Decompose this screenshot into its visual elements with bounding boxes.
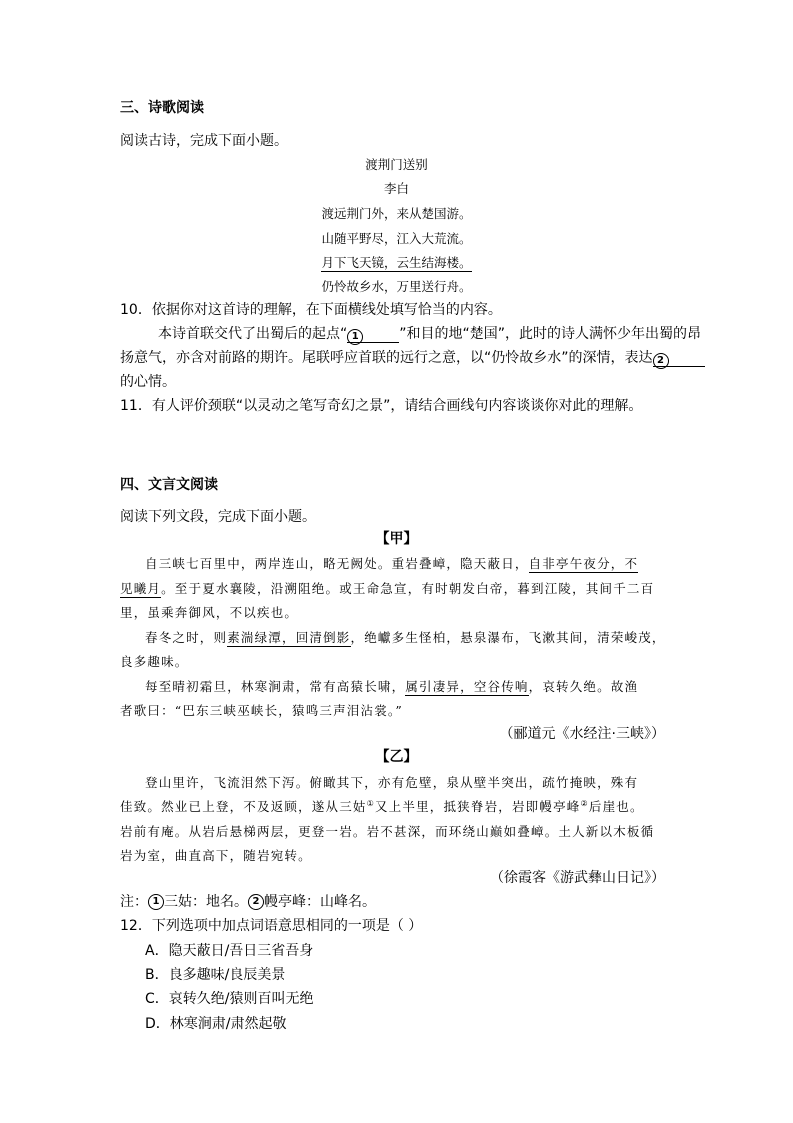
yi-line-1: 登山里许，飞流泪然下泻。俯瞰其下，亦有危壁，泉从壁半突出，疏竹掩映，殊有 — [145, 775, 639, 790]
note-1-text: 三姑：地名。 — [164, 894, 248, 910]
yi-line-3: 岩前有庵。从岩后悬梯两层，更登一岩。岩不甚深，而环绕山巅如叠嶂。土人新以木板循 — [120, 824, 655, 839]
jia-p3-text-a: 每至晴初霜旦，林寒涧肃，常有高猿长啸， — [145, 679, 406, 694]
passage-jia-label: 【甲】 — [375, 531, 418, 547]
poem-line-4: 仍怜故乡水，万里送行舟。 — [321, 279, 472, 294]
notes — [120, 893, 376, 911]
poetry-instruction: 阅读古诗，完成下面小题。 — [120, 133, 288, 149]
poem-line-1: 渡远荆门外，来从楚国游。 — [321, 206, 472, 221]
poem-line-3-underlined — [0, 254, 793, 272]
option-c[interactable]: C．哀转久绝/猿则百叫无绝 — [145, 991, 314, 1007]
jia-p2-text-b: ，绝巘多生怪柏，悬泉瀑布，飞漱其间，清荣峻茂， — [350, 630, 666, 645]
yi-text-b: 又上半里，抵狭脊岩，岩即幔亭峰 — [374, 799, 581, 814]
question-10-stem: 10．依据你对这首诗的理解，在下面横线处填写恰当的内容。 — [120, 302, 502, 318]
jia-p3-line-2: 者歌曰：“巴东三峡巫峡长，猿鸣三声泪沾裳。” — [120, 703, 403, 718]
note-ref-2: ② — [580, 798, 589, 808]
yi-text-c: 后崖也。 — [588, 799, 644, 814]
jia-p1-text: 自三峡七百里中，两岸连山，略无阙处。重岩叠嶂，隐天蔽日， — [145, 556, 529, 571]
jia-p3-text-b: ，哀转久绝。故渔 — [528, 679, 639, 694]
jia-p2-line-1 — [145, 629, 666, 647]
jia-source: （郦道元《水经注·三峡》） — [499, 726, 665, 742]
note-1-marker: 1 — [148, 894, 164, 910]
q10-text-a: 本诗首联交代了出蜀后的起点“ — [158, 326, 348, 342]
jia-p1-line-2 — [120, 580, 654, 598]
passage-yi-label: 【乙】 — [375, 749, 418, 765]
option-d[interactable]: D．林寒涧肃/肃然起敬 — [145, 1016, 287, 1032]
question-10-line-2 — [120, 349, 705, 367]
jia-p3-line-1 — [145, 678, 638, 696]
option-b[interactable]: B．良多趣味/良辰美景 — [145, 967, 286, 983]
blank-1[interactable] — [347, 328, 399, 343]
notes-prefix: 注： — [120, 894, 148, 910]
question-10-line-1 — [158, 325, 701, 343]
jia-underlined-1a: 自非亭午夜分，不 — [528, 556, 639, 571]
option-a[interactable]: A．隐天蔽日/吾日三省吾身 — [145, 943, 314, 959]
question-10-line-3: 的心情。 — [120, 374, 176, 390]
blank-1-marker: 1 — [347, 329, 363, 345]
yi-line-2 — [120, 798, 644, 816]
jia-p2-line-2: 良多趣味。 — [120, 654, 189, 669]
poem-author: 李白 — [383, 181, 409, 196]
jia-p2-text-a: 春冬之时，则 — [145, 630, 228, 645]
yi-line-4: 岩为室，曲直高下，随岩宛转。 — [120, 848, 312, 863]
note-ref-1: ① — [366, 798, 375, 808]
question-11: 11．有人评价颈联“以灵动之笔写奇幻之景”，请结合画线句内容谈谈你对此的理解。 — [120, 398, 643, 414]
classical-instruction: 阅读下列文段，完成下面小题。 — [120, 509, 316, 525]
q10-text-b: ”和目的地“楚国”，此时的诗人满怀少年出蜀的昂 — [399, 326, 702, 342]
section-heading-poetry: 三、诗歌阅读 — [120, 100, 204, 116]
question-12-stem: 12．下列选项中加点词语意思相同的一项是（ ） — [120, 918, 423, 934]
q10-text-c: 扬意气，亦含对前路的期许。尾联呼应首联的远行之意，以“仍怜故乡水”的深情，表达 — [120, 350, 653, 366]
poem-line-3-text: 月下飞天镜，云生结海楼。 — [321, 255, 472, 270]
blank-2-marker: 2 — [653, 353, 669, 369]
jia-underlined-1b: 见曦月 — [120, 581, 162, 596]
note-2-marker: 2 — [248, 894, 264, 910]
jia-p1-line-3: 里，虽乘奔御风，不以疾也。 — [120, 605, 299, 620]
section-heading-classical: 四、文言文阅读 — [120, 477, 218, 493]
yi-text-a: 佳致。然业已上登，不及返顾，遂从三姑 — [120, 799, 367, 814]
yi-source: （徐霞客《游武彝山日记》） — [490, 870, 665, 886]
jia-p1-text-2: 。至于夏水襄陵，沿溯阻绝。或王命急宣，有时朝发白帝，暮到江陵，其间千二百 — [161, 581, 655, 596]
blank-2[interactable] — [653, 352, 705, 367]
jia-underlined-2: 素湍绿潭，回清倒影 — [227, 630, 351, 645]
poem-title: 渡荆门送别 — [365, 157, 428, 172]
jia-underlined-3: 属引凄异，空谷传响 — [405, 679, 529, 694]
jia-p1-line-1 — [145, 555, 638, 573]
note-2-text: 幔亭峰：山峰名。 — [264, 894, 376, 910]
poem-line-2: 山随平野尽，江入大荒流。 — [321, 231, 472, 246]
